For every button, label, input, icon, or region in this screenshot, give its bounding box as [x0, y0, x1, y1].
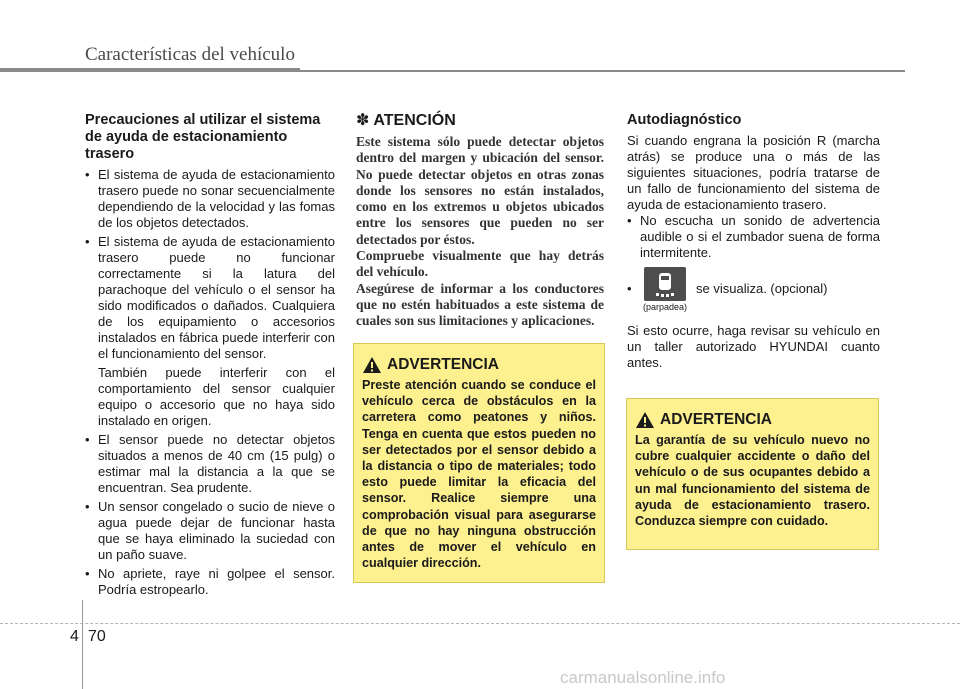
- page-number: 70: [88, 628, 106, 645]
- warning-triangle-icon: [362, 356, 382, 374]
- list-item-text: El sistema de ayuda de estacionamiento trasero puede no sonar secuencialmente dependiendo de la velocidad y las fomas de los objetos detectados.: [98, 167, 335, 230]
- footer-divider: [82, 600, 83, 689]
- parking-assist-indicator-icon: [644, 267, 686, 301]
- page-section-title: Características del vehículo: [85, 44, 295, 65]
- list-item: [85, 234, 335, 362]
- list-item: [85, 167, 335, 231]
- list-item: [85, 566, 335, 598]
- attention-text-3: Asegúrese de informar a los conductores que no estén habituados a este sistema de cuales son sus limitaciones y aplicaciones.: [356, 280, 604, 329]
- precautions-list-continued: [85, 432, 335, 598]
- list-item-text: No escucha un sonido de advertencia audible o si el zumbador suena de forma intermitente.: [640, 213, 880, 260]
- chapter-number: 4: [70, 628, 79, 645]
- indicator-list-item: [627, 267, 880, 313]
- attention-title: [356, 112, 604, 130]
- bullet: •: [627, 213, 632, 228]
- precautions-title: Precauciones al utilizar el sistema de ayuda de estacionamiento trasero: [85, 112, 321, 162]
- watermark: carmanualsonline.info: [560, 668, 726, 687]
- precautions-list: [85, 167, 335, 362]
- indicator-text: se visualiza. (opcional): [696, 281, 828, 296]
- warning-text: Preste atención cuando se conduce el vehículo cerca de obstáculos en la carretera como peatones y niños. Tenga en cuenta que estos pueden no ser detectados por el sensor debido a la distancia o tipo de materiales; todo esto puede limitar la eficacia del sensor. Realice siempre una comprobación visual para asegurarse de que no hay ninguna obstrucción antes de mover el vehículo en cualquier dirección.: [362, 378, 596, 571]
- self-diagnosis-list: [627, 213, 880, 261]
- list-item: [85, 432, 335, 496]
- indicator-caption: (parpadea): [642, 302, 688, 312]
- header-rule-thick: [0, 68, 300, 72]
- bullet: •: [85, 167, 90, 182]
- warning-triangle-icon: [635, 411, 655, 429]
- bullet: •: [85, 432, 90, 447]
- attention-text-2: Compruebe visualmente que hay detrás del vehículo.: [356, 248, 604, 280]
- bullet: •: [85, 566, 90, 581]
- self-diagnosis-column: [627, 112, 880, 371]
- footer-rule: [0, 623, 960, 624]
- bullet: •: [85, 234, 90, 249]
- bullet: •: [627, 281, 632, 296]
- warning-text: La garantía de su vehículo nuevo no cubre cualquier accidente o daño del vehículo o de sus ocupantes debido a un mal funcionamiento del sistema de ayuda de estacionamiento trasero. Conduzca siempre con cuidado.: [635, 433, 870, 529]
- warning-title: ADVERTENCIA: [660, 411, 772, 428]
- list-item: [627, 213, 880, 261]
- self-diagnosis-title: Autodiagnóstico: [627, 112, 742, 128]
- list-item: [85, 499, 335, 563]
- list-item-text: El sensor puede no detectar objetos situados a menos de 40 cm (15 pulg) o estimar mal la distancia a la que se encuentran. Sea prudente.: [98, 432, 335, 495]
- list-item-text: Un sensor congelado o sucio de nieve o agua puede dejar de funcionar hasta que se haya eliminado la suciedad con un paño suave.: [98, 499, 335, 562]
- list-item-text: No apriete, raye ni golpee el sensor. Podría estropearlo.: [98, 566, 335, 597]
- warning-title: ADVERTENCIA: [387, 356, 499, 373]
- warning-box-obstacles: [353, 343, 605, 583]
- attention-text: Este sistema sólo puede detectar objetos dentro del margen y ubicación del sensor. No puede detectar objetos en otras zonas donde los sensores no están instalados, como en los extremos u objetos ubicados entre los sensores que pueden no ser detectados por éstos.: [356, 134, 604, 247]
- indicator-graphic: [640, 267, 690, 313]
- self-diagnosis-intro: Si cuando engrana la posición R (marcha atrás) se produce una o más de las siguientes situaciones, podría tratarse de un fallo de funcionamiento del sistema de ayuda de estacionamiento trasero.: [627, 133, 880, 212]
- header-rule-thin: [300, 70, 905, 72]
- list-item-text: El sistema de ayuda de estacionamiento trasero puede no funcionar correctamente si la latura del parachoque del vehículo o el sensor ha sido modificados o dañados. Cualquiera de los equipamiento o accesorios instalados en fábrica puede interferir con el funcionamiento del sensor.: [98, 234, 335, 361]
- asterisk-icon: ✽: [356, 112, 370, 129]
- self-diagnosis-outro: Si esto ocurre, haga revisar su vehículo en un taller autorizado HYUNDAI cuanto antes.: [627, 323, 880, 370]
- bullet: •: [85, 499, 90, 514]
- precautions-column: [85, 112, 335, 601]
- warning-box-warranty: [626, 398, 879, 550]
- warning-header: [362, 356, 596, 374]
- attention-title-text: ATENCIÓN: [373, 112, 456, 129]
- list-item-extra-text: También puede interferir con el comportamiento del sensor cualquier equipo o accesorio que no haya sido instalado en origen.: [98, 365, 335, 428]
- attention-column: [356, 112, 604, 330]
- warning-header: [635, 411, 870, 429]
